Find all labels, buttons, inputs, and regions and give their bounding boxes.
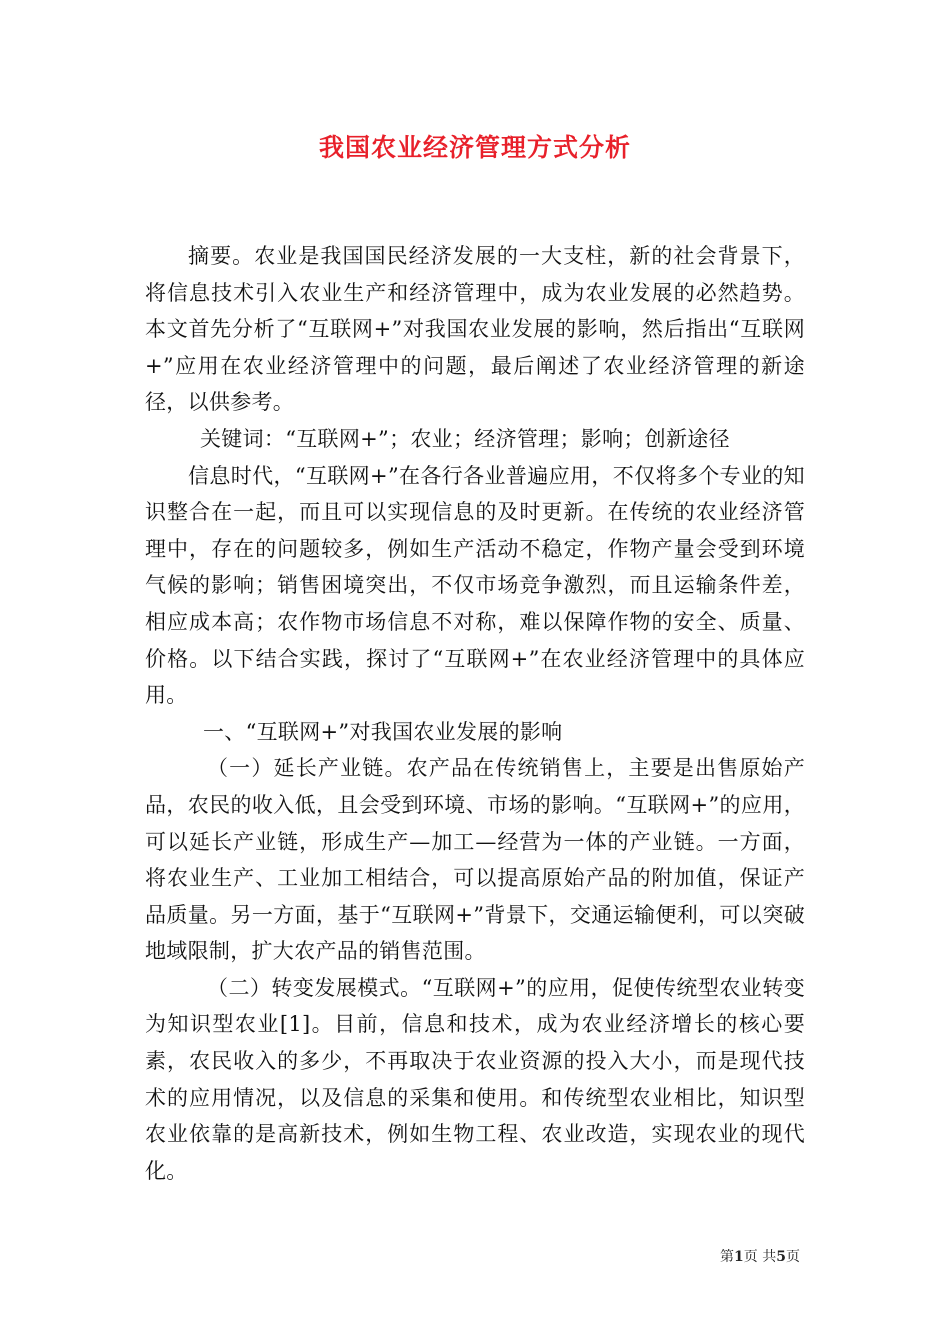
document-body <box>145 238 805 1189</box>
footer-total-pages: 5 <box>776 1249 786 1265</box>
section-heading: 一、“互联网+”对我国农业发展的影响 <box>203 719 563 744</box>
document-title: 我国农业经济管理方式分析 <box>318 133 631 162</box>
footer-suffix: 页 <box>786 1249 800 1265</box>
footer-prefix: 第 <box>720 1249 735 1265</box>
keywords-paragraph: 关键词：“互联网+”；农业；经济管理；影响；创新途径 <box>200 426 730 451</box>
page-footer <box>720 1248 800 1266</box>
subsection-1-paragraph: （一）延长产业链。农产品在传统销售上，主要是出售原始产品，农民的收入低，且会受到环境、市场的影响。“互联网+”的应用，可以延长产业链，形成生产—加工—经营为一体的产业链。一方面，将农业生产、工业加工相结合，可以提高原始产品的附加值，保证产品质量。另一方面，基于“互联网+”背景下，交通运输便利，可以突破地域限制，扩大农产品的销售范围。 <box>145 756 805 964</box>
footer-page-number: 1 <box>734 1249 744 1265</box>
subsection-2-paragraph: （二）转变发展模式。“互联网+”的应用，促使传统型农业转变为知识型农业[1]。目前，信息和技术，成为农业经济增长的核心要素，农民收入的多少，不再取决于农业资源的投入大小，而是现代技术的应用情况，以及信息的采集和使用。和传统型农业相比，知识型农业依靠的是高新技术，例如生物工程、农业改造，实现农业的现代化。 <box>145 975 805 1183</box>
abstract-paragraph: 摘要。农业是我国国民经济发展的一大支柱，新的社会背景下，将信息技术引入农业生产和经济管理中，成为农业发展的必然趋势。本文首先分析了“互联网+”对我国农业发展的影响，然后指出“互联网+”应用在农业经济管理中的问题，最后阐述了农业经济管理的新途径，以供参考。 <box>145 244 805 415</box>
footer-middle: 页 共 <box>743 1249 777 1265</box>
intro-paragraph: 信息时代，“互联网+”在各行各业普遍应用，不仅将多个专业的知识整合在一起，而且可以实现信息的及时更新。在传统的农业经济管理中，存在的问题较多，例如生产活动不稳定，作物产量会受到环境气候的影响；销售困境突出，不仅市场竞争激烈，而且运输条件差，相应成本高；农作物市场信息不对称，难以保障作物的安全、质量、价格。以下结合实践，探讨了“互联网+”在农业经济管理中的具体应用。 <box>145 463 805 708</box>
